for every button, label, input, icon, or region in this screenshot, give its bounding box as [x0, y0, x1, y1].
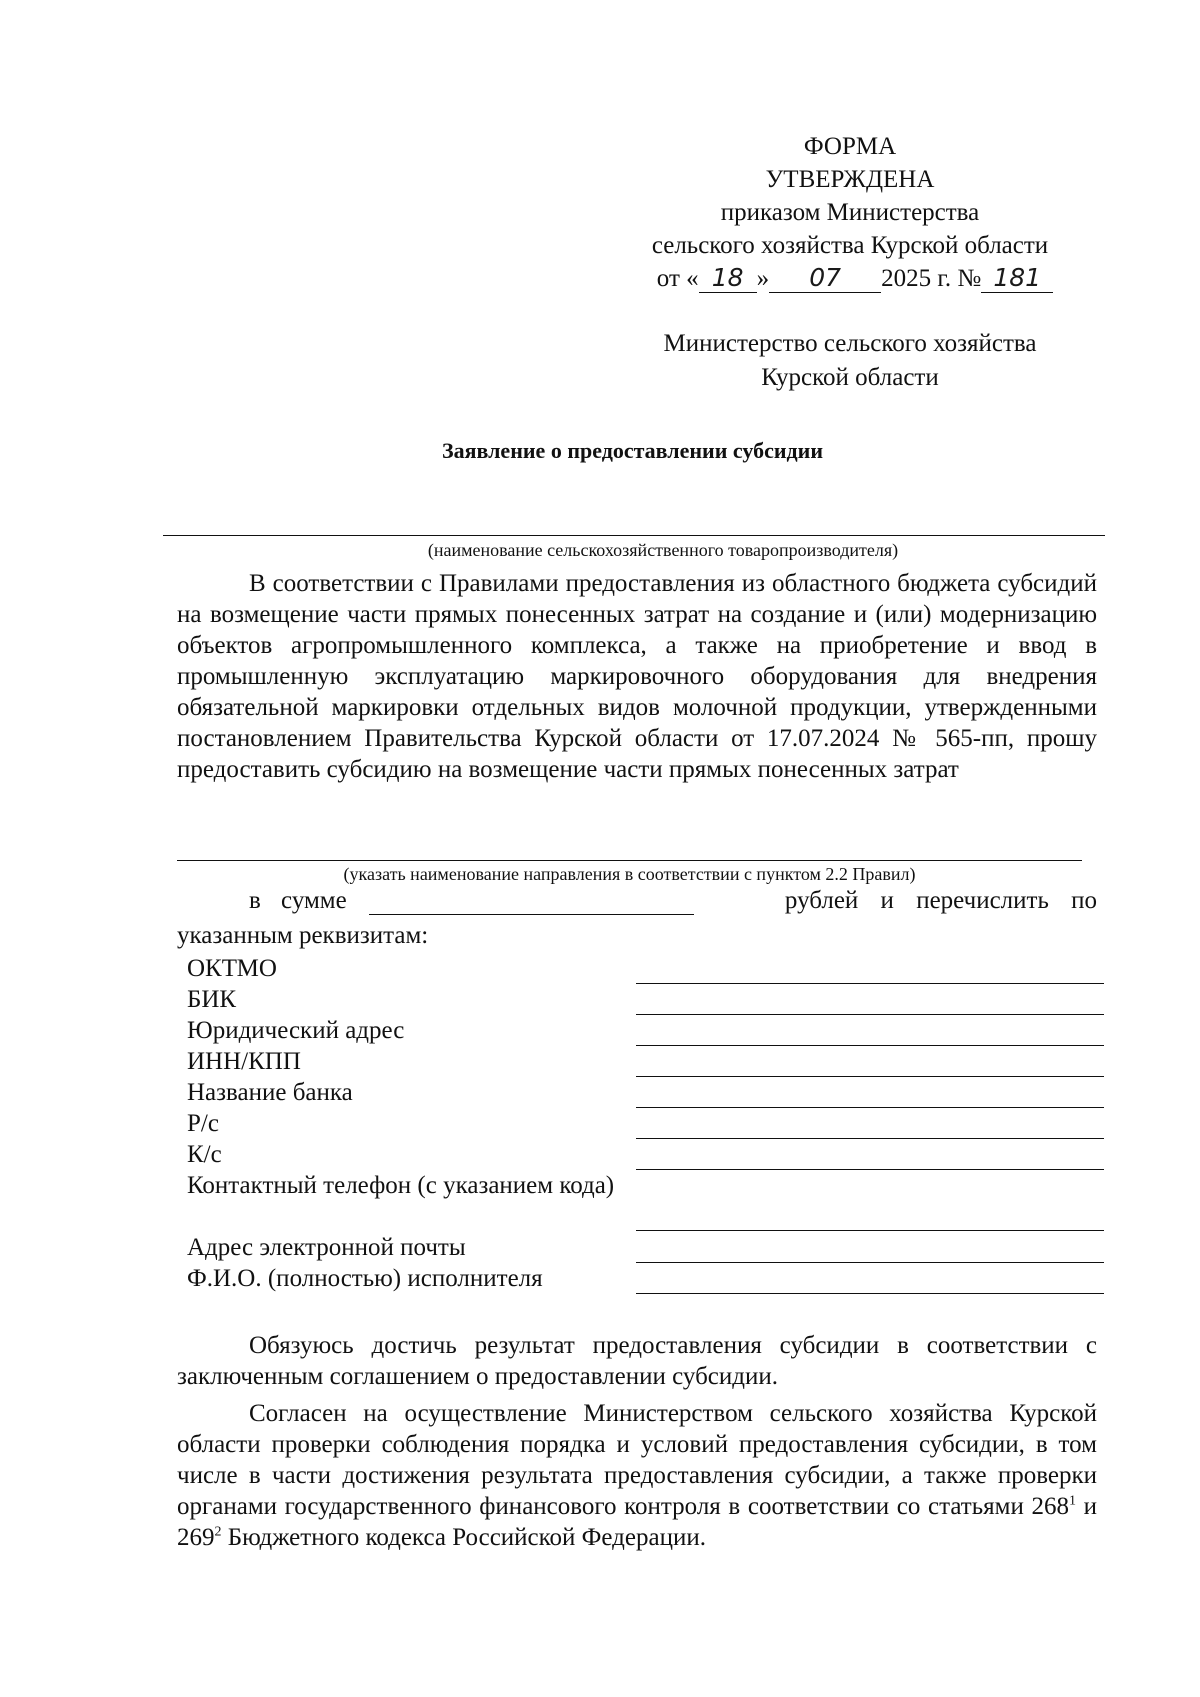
requisite-field-bik[interactable]: [636, 1014, 1104, 1015]
sum-prefix: в сумме: [249, 887, 347, 914]
requisite-field-executor[interactable]: [636, 1293, 1104, 1294]
requisite-field-phone[interactable]: [636, 1230, 1104, 1231]
sum-input[interactable]: [369, 888, 694, 915]
approval-date-line: [600, 262, 1110, 295]
consent-sup-2: 2: [214, 1524, 222, 1540]
requisite-field-account[interactable]: [636, 1138, 1104, 1139]
obligation-paragraph: Обязуюсь достичь результат предоставления субсидии в соответствии с заключенным соглашением о предоставлении субсидии.: [177, 1332, 1097, 1390]
requisite-field-email[interactable]: [636, 1262, 1104, 1263]
approval-number: 181: [981, 264, 1053, 293]
requisite-field-corr-account[interactable]: [636, 1169, 1104, 1170]
recipient-block: [610, 327, 1090, 395]
requisite-label-bank-name: Название банка: [187, 1079, 353, 1106]
approval-month: 07: [769, 264, 881, 293]
sum-continuation: указанным реквизитам:: [177, 922, 429, 949]
approval-form-label: ФОРМА: [803, 133, 897, 160]
recipient-line2: Курской области: [761, 364, 939, 391]
requisite-label-account: Р/с: [187, 1110, 219, 1137]
approval-ministry-label: сельского хозяйства Курской области: [651, 232, 1049, 259]
applicant-name-caption: (наименование сельскохозяйственного товаропроизводителя): [427, 540, 899, 560]
requisite-label-inn-kpp: ИНН/КПП: [187, 1048, 301, 1075]
requisite-label-phone: Контактный телефон (с указанием кода): [187, 1172, 615, 1199]
consent-text-2: и 269: [177, 1493, 1097, 1551]
requisite-field-bank-name[interactable]: [636, 1107, 1104, 1108]
approval-approved-label: УТВЕРЖДЕНА: [765, 166, 935, 193]
applicant-name-field[interactable]: [163, 535, 1105, 536]
consent-sup-1: 1: [1068, 1493, 1076, 1509]
direction-field[interactable]: [177, 860, 1082, 861]
date-mid: »: [756, 265, 770, 292]
approval-order-label: приказом Министерства: [720, 199, 980, 226]
approval-day: 18: [699, 264, 757, 293]
requisite-field-legal-address[interactable]: [636, 1045, 1104, 1046]
approval-year: 2025 г. №: [881, 265, 982, 292]
date-prefix: от «: [656, 265, 699, 292]
requisite-label-email: Адрес электронной почты: [187, 1234, 466, 1261]
sum-row: [177, 887, 1097, 915]
intro-paragraph: В соответствии с Правилами предоставления из областного бюджета субсидий на возмещение части прямых понесенных затрат на создание и (или) модернизацию объектов агропромышленного комплекса, а также на приобретение и ввод в промышленную эксплуатацию маркировочного оборудования для внедрения обязательной маркировки отдельных видов молочной продукции, утвержденными постановлением Правительства Курской области от 17.07.2024 № 565-пп, прошу предоставить субсидию на возмещение части прямых понесенных затрат: [177, 570, 1097, 783]
approval-block: [590, 130, 1110, 295]
direction-caption: (указать наименование направления в соответствии с пунктом 2.2 Правил): [343, 864, 916, 884]
requisite-label-executor: Ф.И.О. (полностью) исполнителя: [187, 1265, 543, 1292]
sum-suffix: рублей и перечислить по: [784, 887, 1097, 914]
requisite-label-corr-account: К/с: [187, 1141, 222, 1168]
document-title: Заявление о предоставлении субсидии: [441, 438, 823, 463]
requisite-label-bik: БИК: [187, 986, 237, 1013]
requisite-field-oktmo[interactable]: [636, 983, 1104, 984]
requisite-label-oktmo: ОКТМО: [187, 955, 277, 982]
consent-paragraph: [177, 1398, 1097, 1553]
recipient-line1: Министерство сельского хозяйства: [663, 330, 1037, 357]
requisite-field-inn-kpp[interactable]: [636, 1076, 1104, 1077]
requisite-label-legal-address: Юридический адрес: [187, 1017, 405, 1044]
consent-text-3: Бюджетного кодекса Российской Федерации.: [221, 1524, 706, 1551]
consent-text-1: Согласен на осуществление Министерством сельского хозяйства Курской области проверки соблюдения порядка и условий предоставления субсидии, в том числе в части достижения результата предоставления субсидии, а также проверки органами государственного финансового контроля в соответствии со статьями 268: [177, 1400, 1097, 1520]
